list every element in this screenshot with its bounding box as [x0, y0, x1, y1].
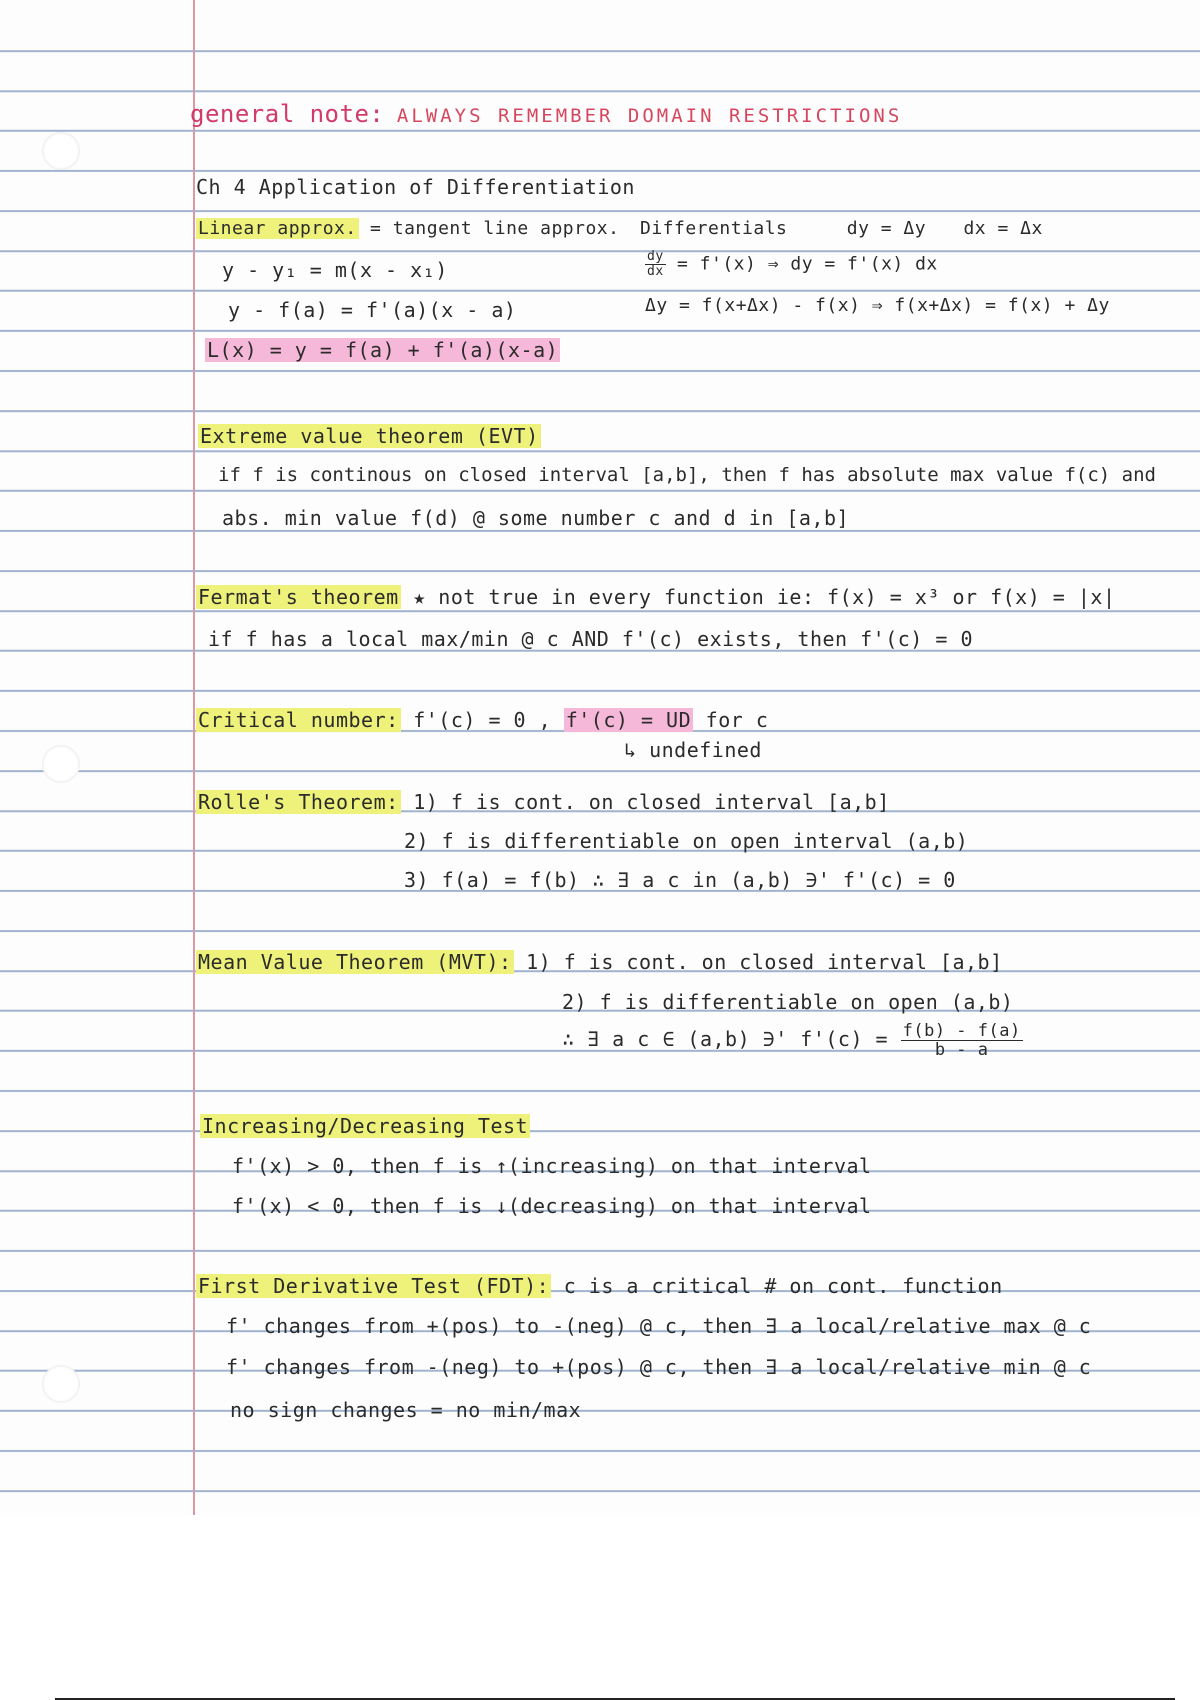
punch-hole — [42, 132, 80, 170]
chapter-title: Ch 4 Application of Differentiation — [196, 175, 635, 199]
rolle-heading: Rolle's Theorem: 1) f is cont. on closed interval [a,b] — [198, 790, 890, 814]
punch-hole — [42, 1365, 80, 1403]
increasing-rule: f'(x) > 0, then f is ↑(increasing) on that interval — [232, 1154, 872, 1178]
fdt-min-rule: f' changes from -(neg) to +(pos) @ c, then ∃ a local/relative min @ c — [226, 1355, 1092, 1379]
inc-dec-heading: Increasing/Decreasing Test — [202, 1114, 529, 1138]
mvt-heading: Mean Value Theorem (MVT): 1) f is cont. on closed interval [a,b] — [198, 950, 1003, 974]
mvt-conclusion: ∴ ∃ a c ∈ (a,b) ∋' f'(c) = $\frac{f(b) - f(a)}{b - a}$ — [562, 1021, 1021, 1060]
evt-line-2: abs. min value f(d) @ some number c and d in [a,b] — [222, 506, 850, 530]
linear-approx-point-slope: y - y₁ = m(x - x₁) — [222, 258, 448, 282]
mvt-slope-fraction: $\frac{f(b) - f(a)}{b - a}$ — [902, 1021, 1021, 1060]
mvt-condition-2: 2) f is differentiable on open (a,b) — [562, 990, 1014, 1014]
fermat-statement: if f has a local max/min @ c AND f'(c) exists, then f'(c) = 0 — [208, 627, 974, 651]
punch-hole — [42, 745, 80, 783]
linearization-formula: L(x) = y = f(a) + f'(a)(x-a) — [207, 338, 559, 362]
fdt-no-extrema: no sign changes = no min/max — [230, 1398, 582, 1422]
decreasing-rule: f'(x) < 0, then f is ↓(decreasing) on that interval — [232, 1194, 872, 1218]
linear-approx-heading: Linear approx. = tangent line approx. — [198, 218, 620, 239]
dy-dx-fraction: $\frac{dy}{dx}$ — [647, 249, 664, 279]
critical-number: Critical number: f'(c) = 0 , f'(c) = UD for c — [198, 708, 769, 732]
general-note: general note: ALWAYS REMEMBER DOMAIN RESTRICTIONS — [190, 100, 903, 128]
evt-heading: Extreme value theorem (EVT) — [200, 424, 539, 448]
evt-line-1: if f is continous on closed interval [a,b], then f has absolute max value f(c) and — [218, 464, 1156, 486]
differentials-heading: Differentials dy = Δy dx = Δx — [640, 218, 1043, 239]
fermat-heading: Fermat's theorem ★ not true in every function ie: f(x) = x³ or f(x) = |x| — [198, 585, 1116, 609]
fdt-heading: First Derivative Test (FDT): c is a critical # on cont. function — [198, 1274, 1003, 1298]
undefined-note: ↳ undefined — [624, 738, 762, 762]
rolle-condition-2: 2) f is differentiable on open interval (a,b) — [404, 829, 969, 853]
fdt-max-rule: f' changes from +(pos) to -(neg) @ c, then ∃ a local/relative max @ c — [226, 1314, 1092, 1338]
rolle-condition-3: 3) f(a) = f(b) ∴ ∃ a c in (a,b) ∋' f'(c) = 0 — [404, 868, 956, 892]
differentials-derivative: $\frac{dy}{dx}$ = f'(x) ⇒ dy = f'(x) dx — [647, 249, 938, 279]
differentials-delta-y: Δy = f(x+Δx) - f(x) ⇒ f(x+Δx) = f(x) + Δy — [645, 295, 1110, 316]
linear-approx-tangent: y - f(a) = f'(a)(x - a) — [228, 298, 517, 322]
margin-line — [193, 0, 195, 1515]
